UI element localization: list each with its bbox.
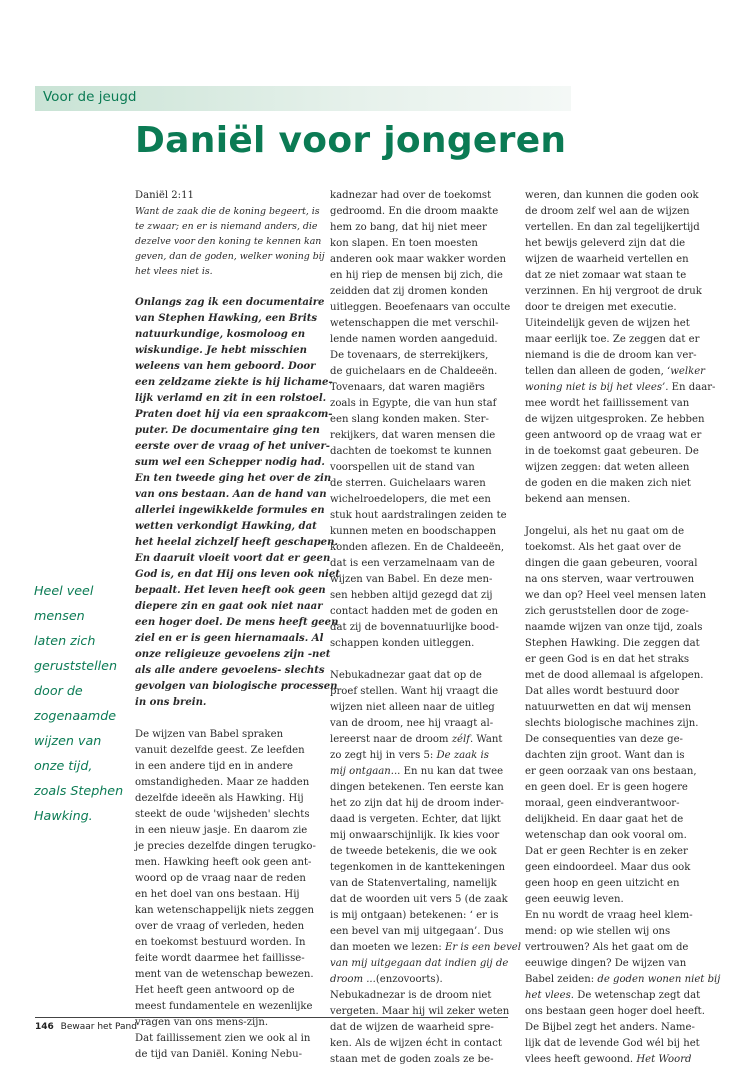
text-line: tegenkomen in de kanttekeningen (330, 862, 505, 873)
text-line: gevolgen van biologische processen (135, 681, 338, 692)
body-paragraph (330, 668, 521, 1068)
text-line: De consequenties van deze ge- (525, 734, 683, 745)
text-line: geen hoop en geen uitzicht en (525, 878, 680, 889)
text-line: het zo zijn dat hij de droom inder- (330, 798, 504, 809)
text-line: in een nieuw jasje. En daarom zie (135, 825, 308, 836)
text-line: kon slapen. En toen moesten (330, 238, 478, 249)
text-line: als alle andere gevoelens- slechts (135, 665, 325, 676)
text-line: kan wetenschappelijk niets zeggen (135, 905, 314, 916)
text-line: een zeldzame ziekte is hij lichame- (135, 377, 333, 388)
text-run: De wetenschap zegt dat (574, 990, 701, 1001)
verse-line: te zwaar; en er is niemand anders, die (135, 221, 318, 232)
text-line: de tijd van Daniël. Koning Nebu- (135, 1049, 303, 1060)
article-column-2 (330, 188, 521, 1084)
text-line: ment van de wetenschap bewezen. (135, 969, 314, 980)
text-line: Dat er geen Rechter is en zeker (525, 846, 688, 857)
text-run: zo zegt hij in vers 5: (330, 750, 437, 761)
text-line: Het heeft geen antwoord op de (135, 985, 295, 996)
text-line: en toekomst bestuurd worden. In (135, 937, 306, 948)
pull-quote-line: Hawking. (34, 808, 93, 823)
article-title: Daniël voor jongeren (135, 120, 567, 161)
pull-quote-line: door de (34, 683, 83, 698)
text-line: naamde wijzen van onze tijd, zoals (525, 622, 703, 633)
text-line: omstandigheden. Maar ze hadden (135, 777, 310, 788)
text-line: stuk hout aardstralingen zeiden te (330, 510, 507, 521)
emphasis-run: De zaak is (436, 750, 489, 761)
emphasis-run: het vlees. (525, 990, 575, 1001)
emphasis-run: mij ontgaan... (330, 766, 401, 777)
text-line: sum wel een Schepper nodig had. (135, 457, 325, 468)
text-line: bekend aan mensen. (525, 494, 631, 505)
text-line: in een andere tijd en in andere (135, 761, 294, 772)
text-line: Jongelui, als het nu gaat om de (525, 526, 685, 537)
text-line: geen eindoordeel. Maar dus ook (525, 862, 691, 873)
text-line: geen antwoord op de vraag wat er (525, 430, 702, 441)
text-run: . Want (469, 734, 503, 745)
text-run: dan moeten we lezen: (330, 942, 445, 953)
text-line: zich geruststellen door de zoge- (525, 606, 689, 617)
text-line: geen eeuwig leven. (525, 894, 624, 905)
text-line: dat ze niet zomaar wat staan te (525, 270, 687, 281)
text-line: delijkheid. En daar gaat het de (525, 814, 684, 825)
section-bar (35, 86, 571, 111)
text-line: het heelal zichzelf heeft geschapen. (135, 537, 338, 548)
text-line: steekt de oude 'wijsheden' slechts (135, 809, 310, 820)
text-line: over de vraag of verleden, heden (135, 921, 305, 932)
text-line: anderen ook maar wakker worden (330, 254, 506, 265)
text-line: het bewijs geleverd zijn dat die (525, 238, 686, 249)
text-line: wijzen de waarheid vertellen en (525, 254, 689, 265)
text-line: meest fundamentele en wezenlijke (135, 1001, 313, 1012)
text-line: de guichelaars en de Chaldeeën. (330, 366, 498, 377)
verse-line: Want de zaak die de koning begeert, is (135, 206, 320, 217)
text-line: kunnen meten en boodschappen (330, 526, 497, 537)
text-line: eerste over de vraag of het univer- (135, 441, 330, 452)
text-line (330, 764, 507, 780)
text-line: ons bestaan geen hoger doel heeft. (525, 1006, 705, 1017)
text-run: (enzovoorts). (375, 974, 443, 985)
text-line: gedroomd. En die droom maakte (330, 206, 499, 217)
text-line: lende namen worden aangeduid. (330, 334, 498, 345)
text-line: vertrouwen? Als het gaat om de (525, 942, 689, 953)
text-line: door te dreigen met executie. (525, 302, 677, 313)
text-line: staan met de goden zoals ze be- (330, 1054, 494, 1065)
text-line: mee wordt het faillissement van (525, 398, 690, 409)
text-line: Praten doet hij via een spraakcom- (135, 409, 333, 420)
pull-quote-line: wijzen van (34, 733, 102, 748)
text-line: en hij riep de mensen bij zich, die (330, 270, 503, 281)
text-line: diepere zin en gaat ook niet naar (135, 601, 323, 612)
text-line (525, 988, 703, 1004)
text-line: woord op de vraag naar de reden (135, 873, 306, 884)
text-line: feite wordt daarmee het faillisse- (135, 953, 305, 964)
text-line: is mij ontgaan) betekenen: ‘ er is (330, 910, 499, 921)
text-line: er geen God is en dat het straks (525, 654, 690, 665)
text-line: van de Statenvertaling, namelijk (330, 878, 497, 889)
text-line: in ons brein. (135, 697, 207, 708)
text-line: sen hebben altijd gezegd dat zij (330, 590, 493, 601)
text-line: moraal, geen eindverantwoor- (525, 798, 680, 809)
text-line: Nebukadnezar gaat dat op de (330, 670, 482, 681)
text-line: wijzen zeggen: dat weten alleen (525, 462, 690, 473)
text-line: van mij uitgegaan dat indien gij de (330, 958, 509, 969)
text-line: wetenschappen die met verschil- (330, 318, 499, 329)
scripture-reference: Daniël 2:11 (135, 190, 194, 201)
section-label: Voor de jeugd (43, 89, 137, 105)
text-line: er geen oorzaak van ons bestaan, (525, 766, 697, 777)
emphasis-run: droom ... (330, 974, 376, 985)
text-line: wichelroedelopers, die met een (330, 494, 491, 505)
text-line: uitleggen. Beoefenaars van occulte (330, 302, 511, 313)
verse-line: het vlees niet is. (135, 266, 213, 277)
text-line: dezelfde ideeën als Hawking. Hij (135, 793, 304, 804)
text-line: de tweede betekenis, die we ook (330, 846, 497, 857)
text-line: de goden en die maken zich niet (525, 478, 691, 489)
text-line: dat de woorden uit vers 5 (de zaak (330, 894, 508, 905)
text-line: Dat faillissement zien we ook al in (135, 1033, 311, 1044)
text-line: slechts biologische machines zijn. (525, 718, 699, 729)
text-line: wiskundige. Je hebt misschien (135, 345, 307, 356)
page-number: 146 (35, 1022, 54, 1032)
pull-quote-line: zoals Stephen (34, 783, 124, 798)
body-paragraph (135, 727, 316, 1063)
text-line: een bevel van mij uitgegaan’. Dus (330, 926, 504, 937)
text-run: Babel zeiden: (525, 974, 598, 985)
text-line (525, 972, 721, 988)
text-line: Tovenaars, dat waren magiërs (330, 382, 485, 393)
text-line: konden aflezen. En de Chaldeeën, (330, 542, 505, 553)
text-run: lereerst naar de droom (330, 734, 452, 745)
text-line: Dat alles wordt bestuurd door (525, 686, 680, 697)
text-line: bepaalt. Het leven heeft ook geen (135, 585, 326, 596)
text-run: tellen dan alleen de goden, (525, 366, 668, 377)
text-line: de wijzen uitgesproken. Ze hebben (525, 414, 705, 425)
text-line: men. Hawking heeft ook geen ant- (135, 857, 312, 868)
text-line: maar eerlijk toe. Ze zeggen dat er (525, 334, 700, 345)
intro-paragraph (135, 295, 340, 711)
text-line: zoals in Egypte, die van hun staf (330, 398, 497, 409)
text-line: schappen konden uitleggen. (330, 638, 475, 649)
text-line (525, 1052, 703, 1068)
text-line: met de dood allemaal is afgelopen. (525, 670, 704, 681)
text-line: rekijkers, dat waren mensen die (330, 430, 496, 441)
text-line: dachten zijn groot. Want dan is (525, 750, 685, 761)
text-line (330, 732, 507, 748)
text-line: verzinnen. En hij vergroot de druk (525, 286, 702, 297)
emphasis-run: Het Woord (636, 1054, 692, 1065)
text-line: Stephen Hawking. Die zeggen dat (525, 638, 700, 649)
text-line: kadnezar had over de toekomst (330, 190, 492, 201)
text-line: wetenschap dan ook vooral om. (525, 830, 687, 841)
text-line: je precies dezelfde dingen terugko- (135, 841, 316, 852)
text-line: toekomst. Als het gaat over de (525, 542, 682, 553)
text-line: allerlei ingewikkelde formules en (135, 505, 325, 516)
text-line: vragen van ons mens-zijn. (135, 1017, 269, 1028)
text-line: een slang konden maken. Ster- (330, 414, 489, 425)
text-line: daad is vergeten. Echter, dat lijkt (330, 814, 501, 825)
pull-quote-line: onze tijd, (34, 758, 93, 773)
text-line: vanuit dezelfde geest. Ze leefden (135, 745, 305, 756)
text-line (330, 972, 507, 988)
body-paragraph (330, 188, 511, 652)
text-line: De wijzen van Babel spraken (135, 729, 284, 740)
text-line: wijzen van Babel. En deze men- (330, 574, 493, 585)
text-line: lijk verlamd en zit in een rolstoel. (135, 393, 327, 404)
page-footer (35, 1022, 137, 1032)
text-line: proef stellen. Want hij vraagt die (330, 686, 499, 697)
text-line: de droom zelf wel aan de wijzen (525, 206, 690, 217)
text-line: puter. De documentaire ging ten (135, 425, 320, 436)
text-line: dat is een verzamelnaam van de (330, 558, 495, 569)
text-line: dingen betekenen. Ten eerste kan (330, 782, 504, 793)
text-line: natuurwetten en dat wij mensen (525, 702, 692, 713)
text-line: Uiteindelijk geven de wijzen het (525, 318, 690, 329)
text-line: wijzen niet alleen naar de uitleg (330, 702, 495, 713)
body-paragraph (525, 524, 721, 1068)
text-line: ken. Als de wijzen écht in contact (330, 1038, 502, 1049)
text-line: onze religieuze gevoelens zijn -net (135, 649, 331, 660)
text-line: dachten de toekomst te kunnen (330, 446, 492, 457)
text-line: van de droom, nee hij vraagt al- (330, 718, 494, 729)
text-line: we dan op? Heel veel mensen laten (525, 590, 707, 601)
text-line: ziel en er is geen hiernamaals. Al (135, 633, 324, 644)
pull-quote-line: mensen (34, 608, 85, 623)
text-line: vergeten. Maar hij wil zeker weten (330, 1006, 510, 1017)
text-line: eeuwige dingen? De wijzen van (525, 958, 687, 969)
pull-quote-line: zogenaamde (34, 708, 117, 723)
text-line: De Bijbel zegt het anders. Name- (525, 1022, 695, 1033)
text-line: De tovenaars, de sterrekijkers, (330, 350, 489, 361)
text-line: dat zij de bovennatuurlijke bood- (330, 622, 499, 633)
text-line: En ten tweede ging het over de zin (135, 473, 332, 484)
text-line: de sterren. Guichelaars waren (330, 478, 486, 489)
verse-line: geven, dan de goden, welker woning bij (135, 251, 325, 262)
pull-quote-line: geruststellen (34, 658, 117, 673)
text-line: Nebukadnezar is de droom niet (330, 990, 492, 1001)
pull-quote-line: laten zich (34, 633, 96, 648)
text-line: mend: op wie stellen wij ons (525, 926, 671, 937)
text-line: En daaruit vloeit voort dat er geen (135, 553, 331, 564)
body-paragraph (525, 188, 716, 508)
emphasis-run: de goden wonen niet bij (597, 974, 721, 985)
emphasis-run: woning niet is bij het vlees’. (525, 382, 669, 393)
pull-quote (34, 578, 124, 828)
emphasis-run: Er is een bevel (444, 942, 521, 953)
text-line: niemand is die de droom kan ver- (525, 350, 697, 361)
verse-line: dezelve voor den koning te kennen kan (135, 236, 322, 247)
text-line: vertellen. En dan zal tegelijkertijd (525, 222, 700, 233)
text-line: Onlangs zag ik een documentaire (135, 297, 325, 308)
article-column-3 (525, 188, 721, 1084)
text-line: weleens van hem geboord. Door (135, 361, 316, 372)
text-run: En nu kan dat twee (400, 766, 504, 777)
text-run: vlees heeft gewoond. (525, 1054, 637, 1065)
pull-quote-line: Heel veel (34, 583, 94, 598)
text-line (525, 380, 716, 396)
scripture-quote (135, 188, 325, 279)
text-line: van Stephen Hawking, een Brits (135, 313, 318, 324)
text-line: zeidden dat zij dromen konden (330, 286, 489, 297)
publication-name: Bewaar het Pand (60, 1022, 137, 1032)
text-line: En nu wordt de vraag heel klem- (525, 910, 693, 921)
text-run: En daar- (668, 382, 716, 393)
text-line: mij onwaarschijnlijk. Ik kies voor (330, 830, 500, 841)
emphasis-run: zélf (451, 734, 470, 745)
emphasis-run: ‘welker (667, 366, 705, 377)
text-line: en geen doel. Er is geen hogere (525, 782, 688, 793)
text-line: contact hadden met de goden en (330, 606, 498, 617)
text-line: voorspellen uit de stand van (330, 462, 475, 473)
text-line: dat de wijzen de waarheid spre- (330, 1022, 494, 1033)
text-line (525, 364, 703, 380)
text-line: weren, dan kunnen die goden ook (525, 190, 699, 201)
text-line: van ons bestaan. Aan de hand van (135, 489, 327, 500)
text-line: na ons sterven, waar vertrouwen (525, 574, 695, 585)
text-line: God is, en dat Hij ons leven ook niet (135, 569, 340, 580)
text-line: een hoger doel. De mens heeft geen (135, 617, 339, 628)
text-line: hem zo bang, dat hij niet meer (330, 222, 487, 233)
article-column-1 (135, 188, 340, 1079)
text-line: en het doel van ons bestaan. Hij (135, 889, 300, 900)
text-line: lijk dat de levende God wél bij het (525, 1038, 700, 1049)
text-line (330, 748, 507, 764)
text-line (330, 940, 521, 956)
footer-divider (35, 1017, 508, 1018)
text-line: natuurkundige, kosmoloog en (135, 329, 306, 340)
text-line: in de toekomst gaat gebeuren. De (525, 446, 699, 457)
text-line: wetten verkondigt Hawking, dat (135, 521, 317, 532)
text-line: dingen die gaan gebeuren, vooral (525, 558, 698, 569)
